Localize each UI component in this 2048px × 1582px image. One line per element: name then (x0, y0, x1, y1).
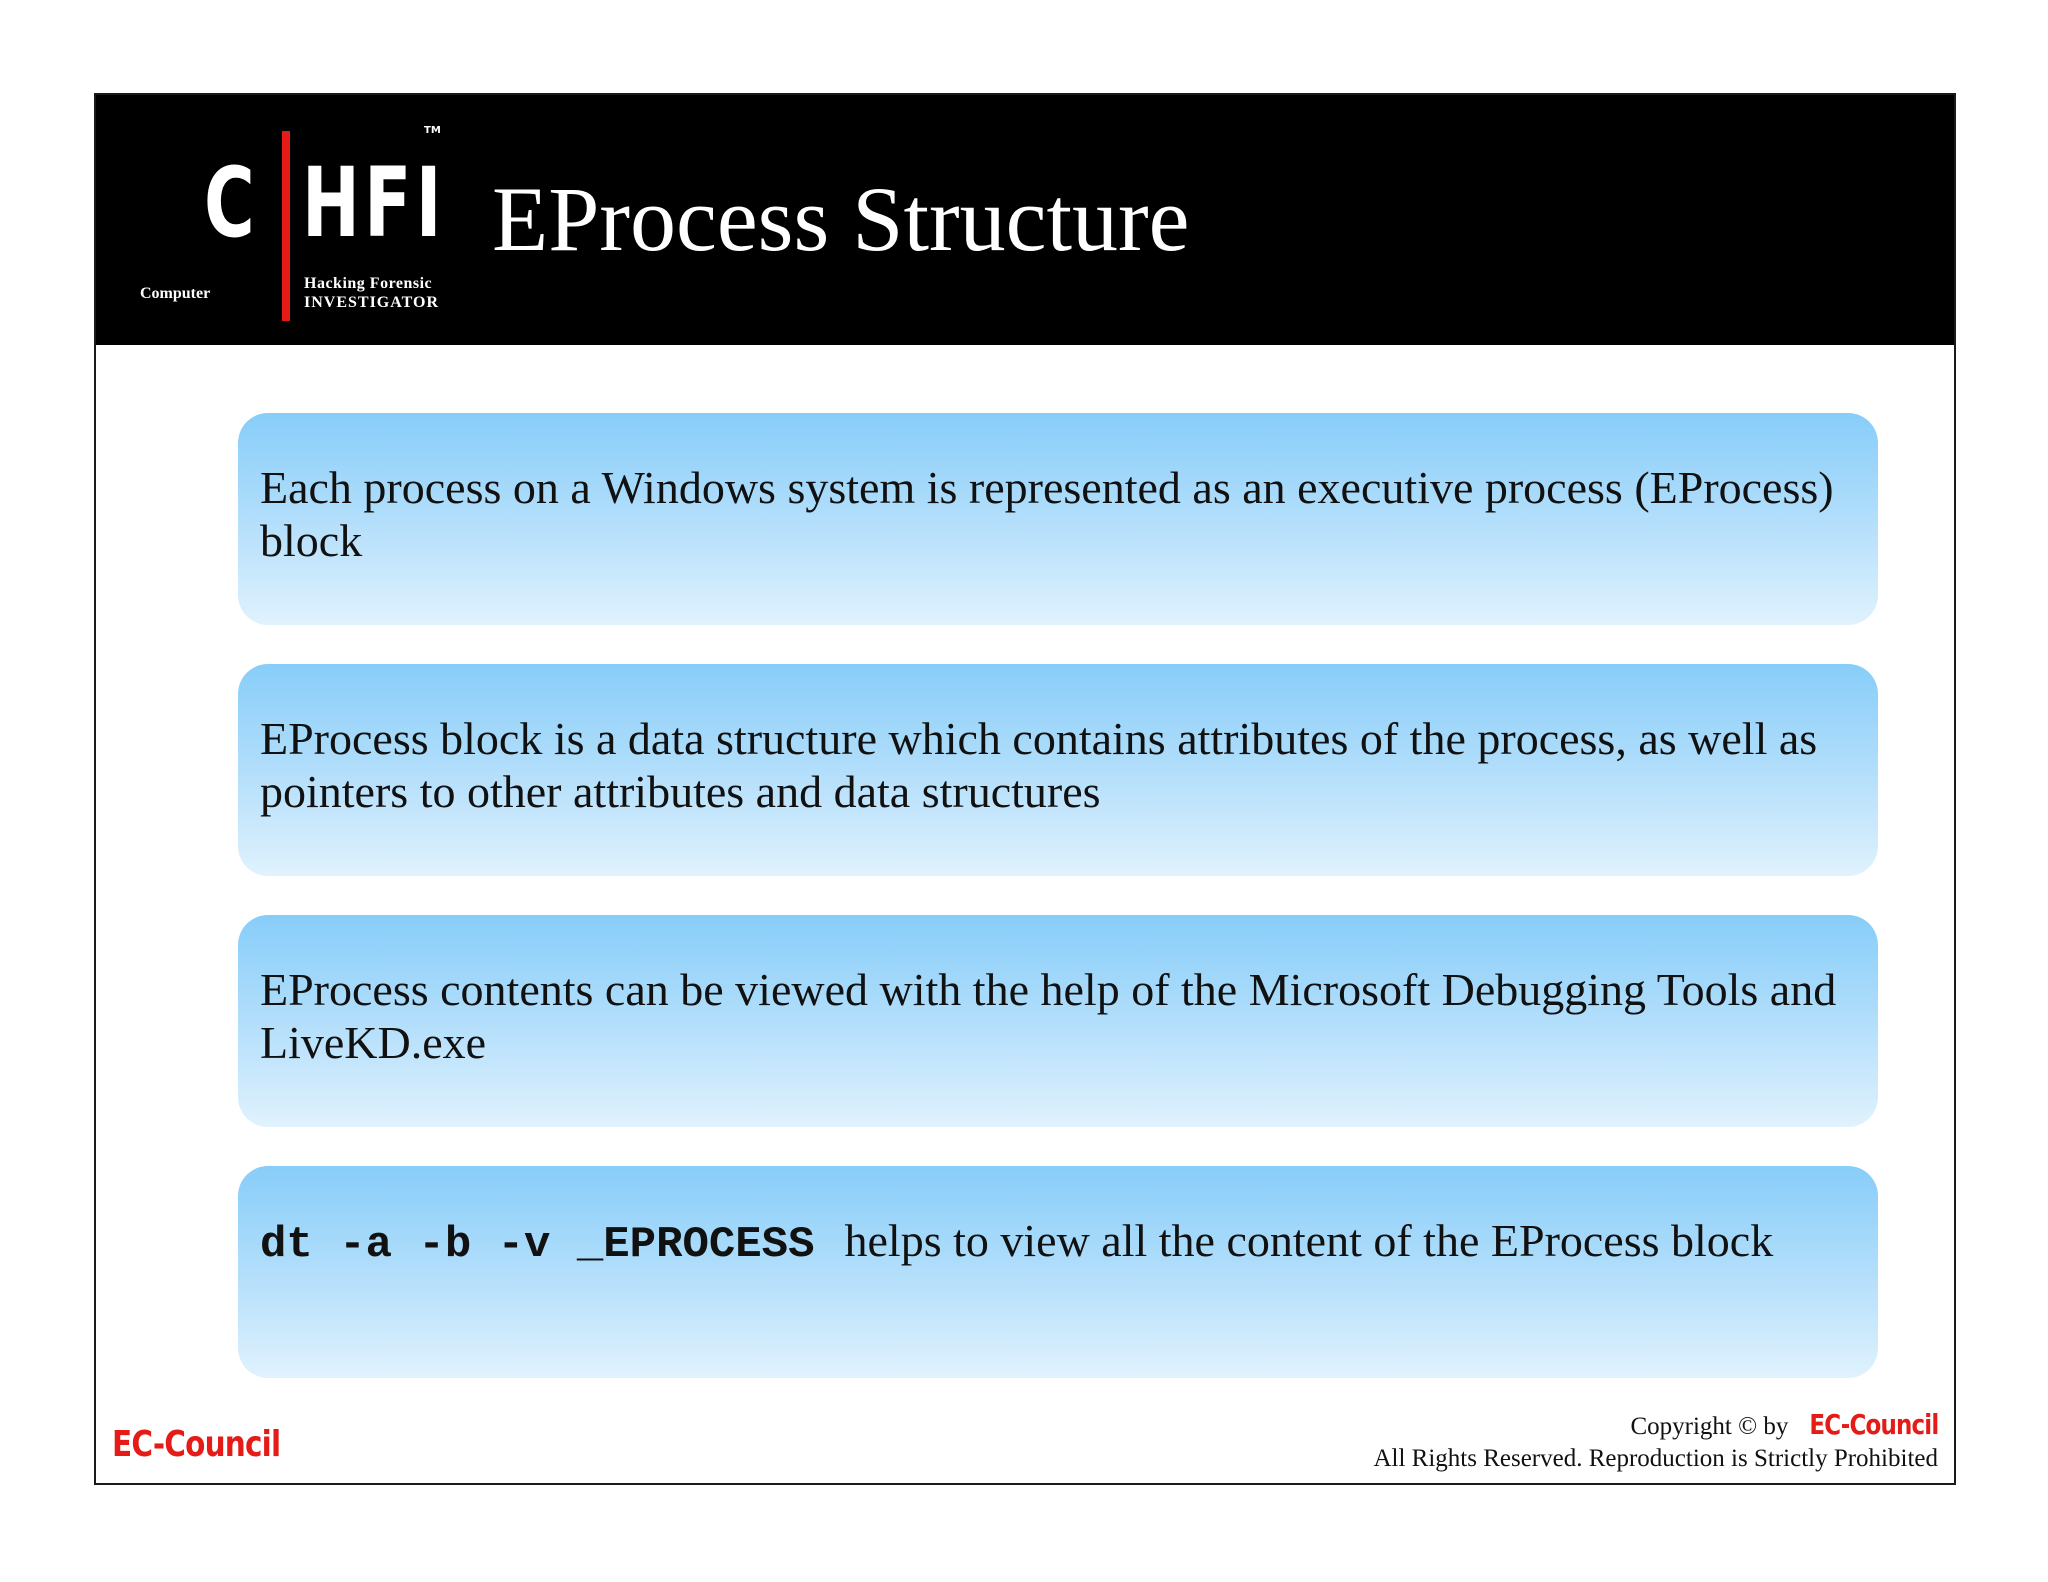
ec-council-logo: EC-Council (112, 1424, 281, 1465)
command-code: dt -a -b -v _EPROCESS (260, 1220, 815, 1270)
content-box-text: EProcess block is a data structure which contains attributes of the process, as well as pointers to other attributes and data structures (260, 713, 1818, 817)
content-box (238, 664, 1878, 876)
logo-letters-hfi: HFI (302, 147, 446, 259)
logo-investigator-text: INVESTIGATOR (304, 294, 439, 311)
copyright-line (1373, 1409, 1938, 1443)
slide-title: EProcess Structure (492, 168, 1190, 270)
copyright-prefix: Copyright © by (1630, 1413, 1789, 1440)
content-box (238, 413, 1878, 625)
logo-hacking-forensic-text: Hacking Forensic (304, 275, 433, 292)
content-box-text: EProcess contents can be viewed with the help of the Microsoft Debugging Tools and LiveKD.exe (260, 964, 1837, 1068)
rights-line: All Rights Reserved. Reproduction is Strictly Prohibited (1373, 1445, 1938, 1472)
slide (94, 93, 1956, 1485)
content-box-text-with-code (260, 1214, 1856, 1272)
content-boxes (238, 413, 1878, 1417)
content-box-text: Each process on a Windows system is represented as an executive process (EProcess) block (260, 462, 1834, 566)
content-box (238, 915, 1878, 1127)
logo-trademark: TM (424, 125, 441, 136)
command-description: helps to view all the content of the EProcess block (844, 1215, 1774, 1266)
logo-letter-c: C (204, 147, 255, 259)
chfi-logo (140, 113, 446, 323)
content-box (238, 1166, 1878, 1378)
logo-computer-text: Computer (140, 285, 211, 302)
copyright-brand-logo: EC-Council (1808, 1408, 1938, 1441)
logo-red-bar (282, 131, 290, 321)
copyright-notice (1373, 1409, 1938, 1475)
slide-header (96, 95, 1954, 345)
